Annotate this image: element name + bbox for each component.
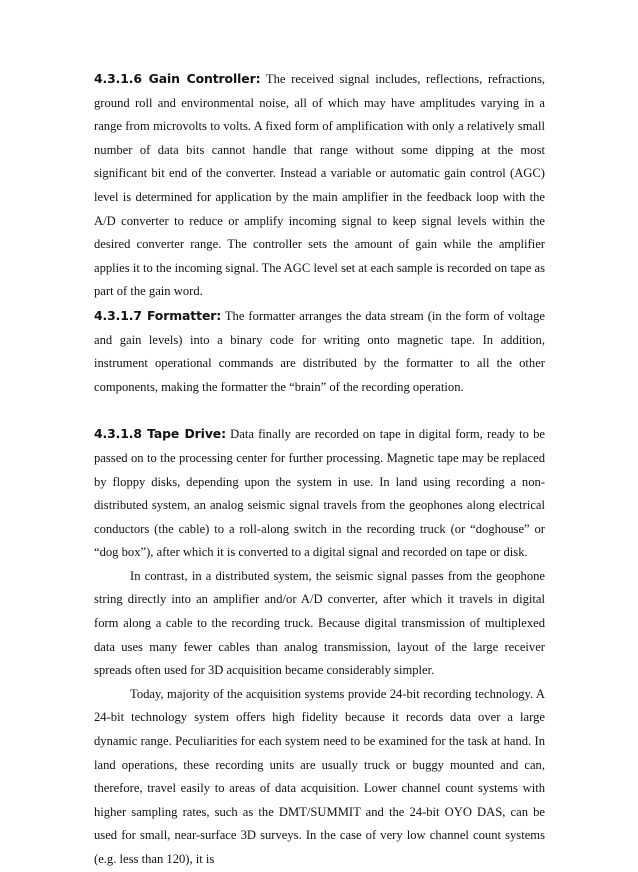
section-gain-controller	[94, 67, 545, 304]
body-paragraph: Today, majority of the acquisition systems provide 24-bit recording technology. A 24-bit technology system offers high fidelity because it records data over a large dynamic range. Peculiarities for each system need to be examined for the task at hand. In land operations, these recording units are usually truck or buggy mounted and can, therefore, travel easily to areas of data acquisition. Lower channel count systems with higher sampling rates, such as the DMT/SUMMIT and the 24-bit OYO DAS, can be used for small, near-surface 3D surveys. In the case of very low channel count systems (e.g. less than 120), it is	[94, 686, 545, 866]
section-body: The received signal includes, reflections, refractions, ground roll and environmental noise, all of which may have amplitudes varying in a range from microvolts to volts. A fixed form of amplification with only a relatively small number of data bits cannot handle that range without some dipping at the most significant bit end of the converter. Instead a variable or automatic gain control (AGC) level is determined for application by the main amplifier in the feedback loop with the A/D converter to reduce or amplify incoming signal to keep signal levels within the desired converter range. The controller sets the amount of gain while the amplifier applies it to the incoming signal. The AGC level set at each sample is recorded on tape as part of the gain word.	[94, 72, 545, 299]
section-tape-drive	[94, 422, 545, 565]
section-body: The formatter arranges the data stream (in the form of voltage and gain levels) into a binary code for writing onto magnetic tape. In addition, instrument operational commands are distributed by the formatter to all the other components, making the formatter the “brain” of the recording operation.	[94, 308, 545, 394]
section-body: Data finally are recorded on tape in digital form, ready to be passed on to the processing center for further processing. Magnetic tape may be replaced by floppy disks, depending upon the system in use. In land using recording a non-distributed system, an analog seismic signal travels from the geophones along electrical conductors (the cable) to a roll-along switch in the recording truck (or “doghouse” or “dog box”), after which it is converted to a digital signal and recorded on tape or disk.	[94, 427, 546, 560]
document-page	[94, 67, 545, 872]
section-heading: 4.3.1.6 Gain Controller:	[94, 71, 261, 86]
section-formatter	[94, 304, 545, 399]
body-paragraph: In contrast, in a distributed system, the seismic signal passes from the geophone string directly into an amplifier and/or A/D converter, after which it travels in digital form along a cable to the recording truck. Because digital transmission of multiplexed data uses many fewer cables than analog transmission, layout of the large receiver spreads often used for 3D acquisition became considerably simpler.	[94, 568, 545, 678]
section-heading: 4.3.1.7 Formatter:	[94, 307, 222, 323]
section-heading: 4.3.1.8 Tape Drive:	[94, 426, 226, 442]
